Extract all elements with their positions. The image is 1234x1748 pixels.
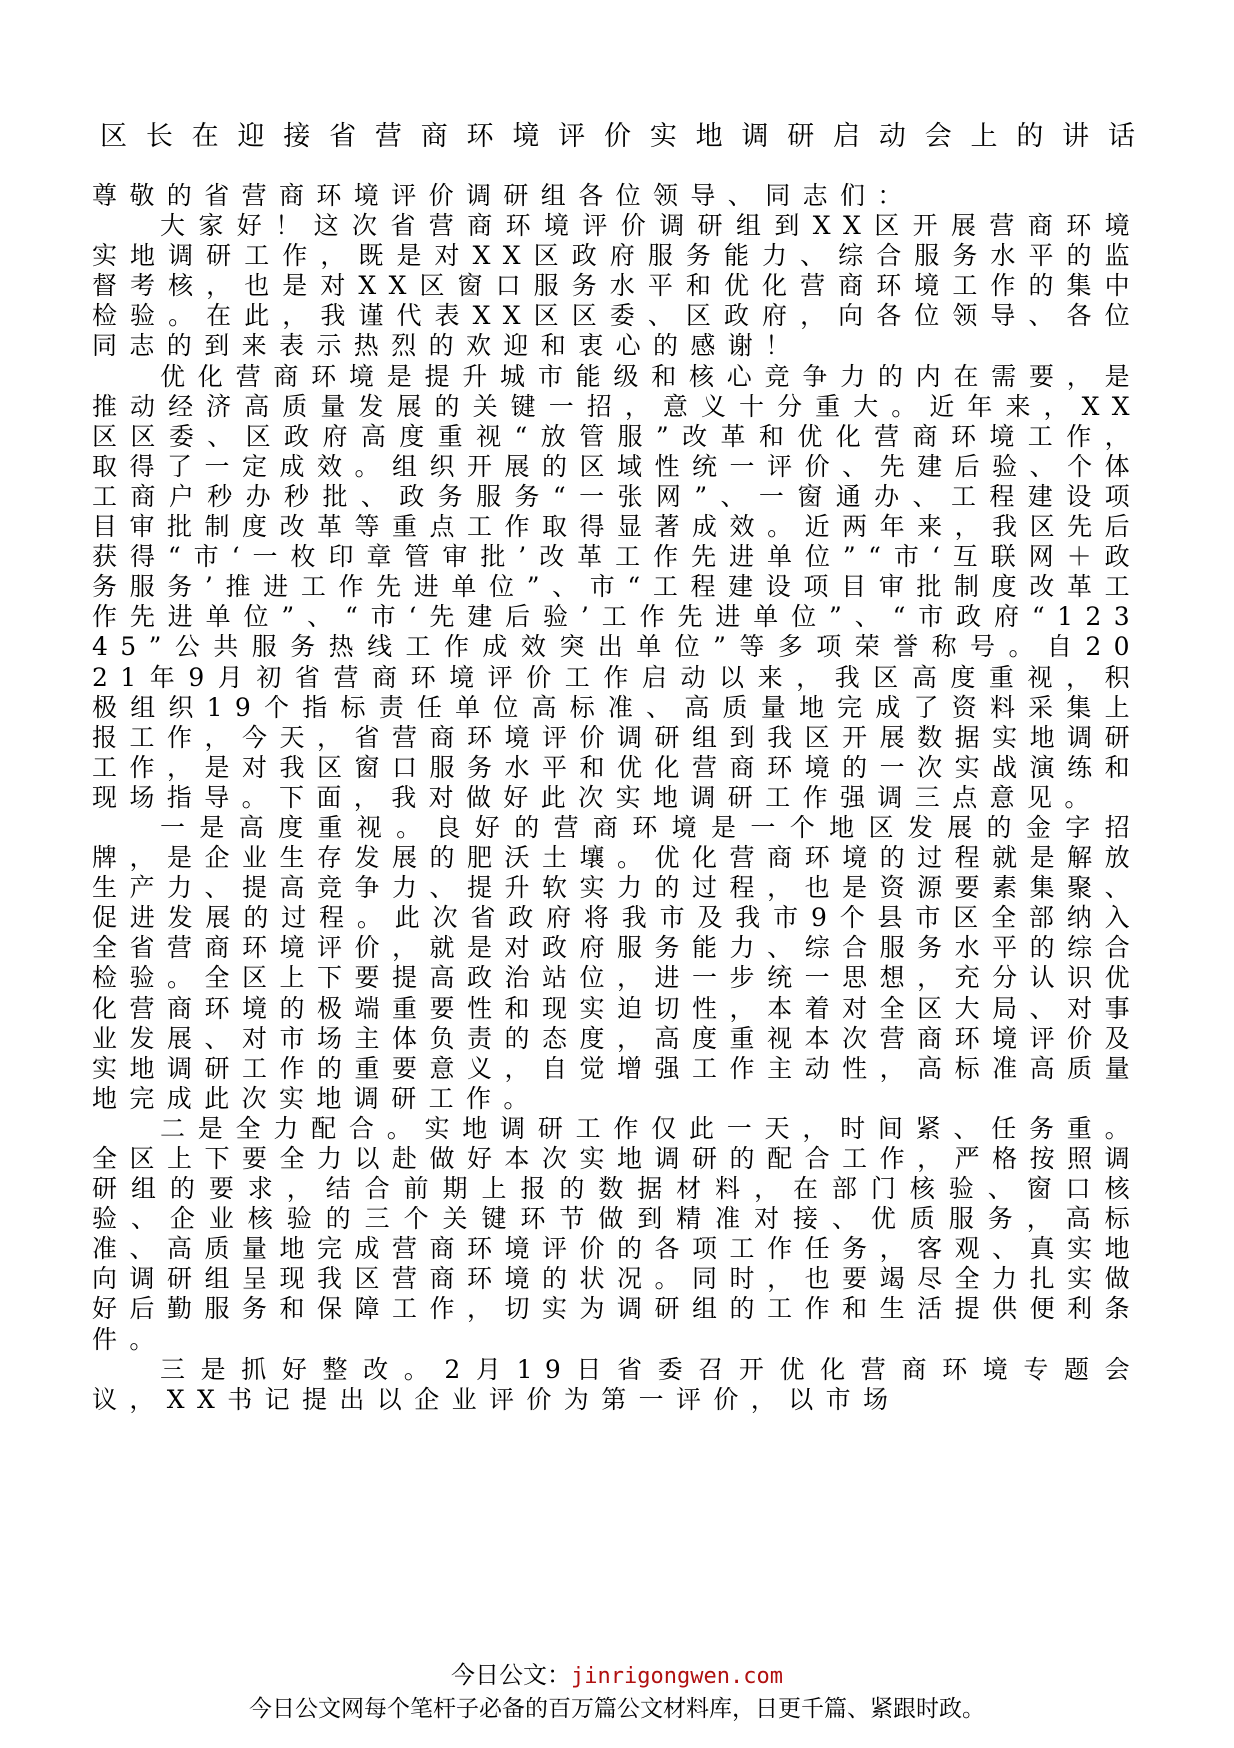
footer-url-link[interactable]: jinrigongwen.com [571,1664,783,1689]
document-body [92,181,1142,1415]
paragraph-background: 优化营商环境是提升城市能级和核心竞争力的内在需要，是推动经济高质量发展的关键一招，意义十分重大。近年来，XX区区委、区政府高度重视“放管服”改革和优化营商环境工作，取得了一定成效。组织开展的区域性统一评价、先建后验、个体工商户秒办秒批、政务服务“一张网”、一窗通办、工程建设项目审批制度改革等重点工作取得显著成效。近两年来，我区先后获得“市‘一枚印章管审批’改革工作先进单位”“市‘互联网＋政务服务’推进工作先进单位”、市“工程建设项目审批制度改革工作先进单位”、“市‘先建后验’工作先进单位”、“市政府“12345”公共服务热线工作成效突出单位”等多项荣誉称号。自2021年9月初省营商环境评价工作启动以来，我区高度重视，积极组织19个指标责任单位高标准、高质量地完成了资料采集上报工作，今天，省营商环境评价调研组到我区开展数据实地调研工作，是对我区窗口服务水平和优化营商环境的一次实战演练和现场指导。下面，我对做好此次实地调研工作强调三点意见。 [92,361,1142,812]
paragraph-point-one: 一是高度重视。良好的营商环境是一个地区发展的金字招牌，是企业生存发展的肥沃土壤。优化营商环境的过程就是解放生产力、提高竞争力、提升软实力的过程，也是资源要素集聚、促进发展的过程。此次省政府将我市及我市9个县市区全部纳入全省营商环境评价，就是对政府服务能力、综合服务水平的综合检验。全区上下要提高政治站位，进一步统一思想，充分认识优化营商环境的极端重要性和现实迫切性，本着对全区大局、对事业发展、对市场主体负责的态度，高度重视本次营商环境评价及实地调研工作的重要意义，自觉增强工作主动性，高标准高质量地完成此次实地调研工作。 [92,812,1142,1113]
watermark-footer [0,1660,1234,1725]
document-title: 区长在迎接省营商环境评价实地调研启动会上的讲话 [100,121,1135,152]
paragraph-point-two: 二是全力配合。实地调研工作仅此一天，时间紧、任务重。全区上下要全力以赴做好本次实地调研的配合工作，严格按照调研组的要求，结合前期上报的数据材料，在部门核验、窗口核验、企业核验的三个关键环节做到精准对接、优质服务，高标准、高质量地完成营商环境评价的各项工作任务，客观、真实地向调研组呈现我区营商环境的状况。同时，也要竭尽全力扎实做好后勤服务和保障工作，切实为调研组的工作和生活提供便利条件。 [92,1113,1142,1354]
paragraph-point-three: 三是抓好整改。2月19日省委召开优化营商环境专题会议，XX书记提出以企业评价为第一评价，以市场 [92,1354,1142,1414]
footer-source-line [0,1660,1234,1692]
footer-tagline: 今日公文网每个笔杆子必备的百万篇公文材料库，日更千篇、紧跟时政。 [249,1696,985,1722]
footer-label: 今日公文： [451,1661,572,1689]
salutation: 尊敬的省营商环境评价调研组各位领导、同志们： [92,181,915,210]
paragraph-welcome: 大家好！这次省营商环境评价调研组到XX区开展营商环境实地调研工作，既是对XX区政府服务能力、综合服务水平的监督考核，也是对XX区窗口服务水平和优化营商环境工作的集中检验。在此，我谨代表XX区区委、区政府，向各位领导、各位同志的到来表示热烈的欢迎和衷心的感谢！ [92,211,1142,361]
